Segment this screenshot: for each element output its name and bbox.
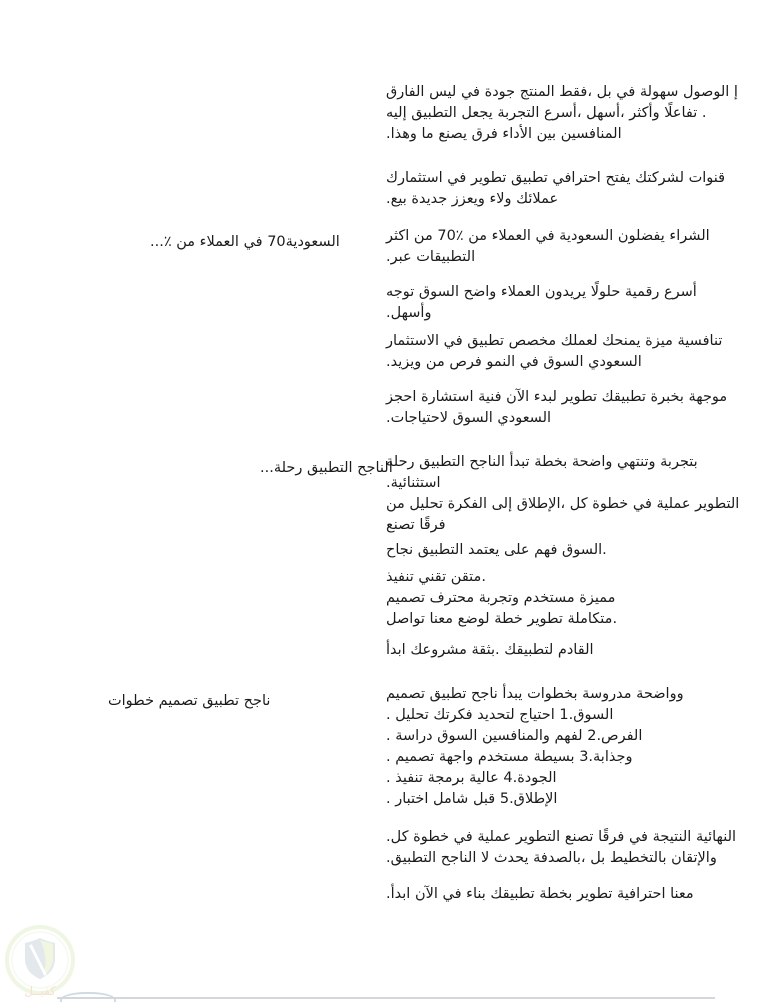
word-token: . <box>386 707 391 723</box>
word-token: يفضلون <box>617 228 665 244</box>
text-line <box>386 303 697 324</box>
word-token: يبدأ <box>502 686 523 702</box>
word-token: تحليل <box>409 496 443 512</box>
text-line <box>386 884 694 905</box>
word-token: والمنافسين <box>481 728 550 744</box>
word-token: العملاء <box>199 234 239 250</box>
word-token: تصميم <box>386 686 426 702</box>
word-token: فرقًا <box>419 517 446 533</box>
word-token: تصميم <box>158 693 198 709</box>
watermark-label: كفيــل <box>24 984 56 998</box>
word-token: تطبيقك <box>490 886 535 902</box>
word-token: بالتخطيط <box>609 850 667 866</box>
text-line <box>386 103 738 124</box>
word-token: في <box>443 333 463 349</box>
word-token: عالية <box>469 770 499 786</box>
word-token: التطوير <box>515 829 561 845</box>
text-line <box>386 684 684 705</box>
word-token: بل <box>596 84 612 100</box>
word-token: تصنع <box>564 829 594 845</box>
intro-paragraph-1 <box>386 82 738 145</box>
kafeel-watermark-logo <box>0 920 92 1000</box>
word-token: تطوير <box>470 170 507 186</box>
word-token: بتجربة <box>660 454 698 470</box>
stats-paragraph-1 <box>386 226 710 268</box>
word-token: .لاحتياجات <box>386 410 449 426</box>
word-token: 70٪ <box>437 228 464 244</box>
text-line <box>386 226 710 247</box>
word-token: يريدون <box>544 284 587 300</box>
word-token: لا <box>480 850 490 866</box>
word-token: تفاعلًا <box>664 105 698 121</box>
word-token: الأداء <box>502 126 533 142</box>
word-token: عملية <box>656 496 691 512</box>
text-line <box>386 540 607 561</box>
text-line <box>386 848 736 869</box>
word-token: خطوة <box>413 829 450 845</box>
word-token: مخصص <box>508 333 557 349</box>
word-token: في <box>616 84 636 100</box>
word-token: تواصل <box>386 611 425 627</box>
text-line <box>386 640 594 661</box>
word-token: من <box>425 354 445 370</box>
word-token: السوق.1 <box>559 707 614 723</box>
word-token: .استثنائية <box>386 475 441 491</box>
word-token: الشراء <box>669 228 710 244</box>
word-token: مستخدم <box>523 590 575 606</box>
text-line <box>386 588 617 609</box>
word-token: النمو <box>486 354 516 370</box>
word-token: .كل <box>386 829 409 845</box>
word-token: فرقًا <box>598 829 625 845</box>
word-token: قبل <box>472 791 496 807</box>
word-token: لتطبيقك <box>504 642 554 658</box>
word-token: السوق <box>543 354 584 370</box>
word-token: الناجح <box>357 460 393 476</box>
section-heading-saudi-stats <box>150 232 340 253</box>
word-token: استثمارك <box>386 170 443 186</box>
word-token: السوق <box>437 728 478 744</box>
word-token: شامل <box>433 791 469 807</box>
word-token: التطبيق <box>306 460 353 476</box>
word-token: يحدث <box>493 850 529 866</box>
word-token: اختبار <box>395 791 429 807</box>
word-token: فهم <box>534 542 558 558</box>
word-token: قنوات <box>688 170 726 186</box>
word-token: بالصدفة، <box>533 850 586 866</box>
word-token: توجه <box>386 284 415 300</box>
word-token: تطبيق <box>511 170 548 186</box>
word-token: إ <box>733 84 738 100</box>
word-token: الاستثمار <box>386 333 440 349</box>
word-token: التجربة <box>497 105 540 121</box>
word-token: الجودة.4 <box>503 770 557 786</box>
word-token: تحليل <box>395 707 429 723</box>
word-token: احتياج <box>519 707 555 723</box>
word-token: تطوير <box>576 886 613 902</box>
word-token: خطوة <box>592 496 629 512</box>
word-token: الآن <box>414 886 438 902</box>
word-token: . <box>386 749 391 765</box>
word-token: الإطلاق.5 <box>499 791 558 807</box>
intro-paragraph-2 <box>386 168 725 210</box>
text-line <box>386 827 736 848</box>
word-token: تطوير <box>527 611 563 627</box>
word-token: واجهة <box>438 749 474 765</box>
word-token: لعملك <box>560 333 598 349</box>
journey-paragraph-1 <box>386 452 739 536</box>
word-token: جودة <box>484 84 516 100</box>
text-line <box>386 282 697 303</box>
stats-paragraph-2 <box>386 282 697 324</box>
text-line <box>386 168 725 189</box>
text-line <box>386 408 727 429</box>
word-token: نجاح <box>386 542 414 558</box>
word-token: بخطوات <box>527 686 578 702</box>
word-token: لبدء <box>533 389 557 405</box>
word-token: ...رحلة <box>260 460 303 476</box>
word-token: السوق <box>452 410 493 426</box>
steps-paragraph-2 <box>386 827 736 869</box>
word-token: مستخدم <box>477 749 529 765</box>
word-token: رحلة <box>386 454 415 470</box>
word-token: التطوير <box>695 496 740 512</box>
steps-list-paragraph <box>386 684 684 810</box>
word-token: . <box>386 728 391 744</box>
word-token: السوق <box>418 284 459 300</box>
word-token: التطبيقات <box>416 249 476 265</box>
word-token: تطبيق <box>429 686 467 702</box>
word-token: يفتح <box>605 170 631 186</box>
text-line <box>386 567 617 588</box>
word-token: ...٪ <box>150 234 172 250</box>
word-token: .وهذا <box>386 126 417 142</box>
word-token: وتجربة <box>478 590 520 606</box>
word-token: معنا <box>670 886 694 902</box>
stats-paragraph-3 <box>386 331 722 373</box>
word-token: في <box>447 170 467 186</box>
word-token: السعودي <box>588 354 642 370</box>
word-token: الإطلاق، <box>516 496 566 512</box>
text-line <box>386 387 727 408</box>
journey-paragraph-4 <box>386 640 594 661</box>
word-token: .وأسهل <box>386 305 432 321</box>
word-token: ويعزز <box>451 191 485 207</box>
word-token: في <box>519 354 539 370</box>
steps-paragraph-3 <box>386 884 694 905</box>
word-token: ما <box>421 126 434 142</box>
word-token: التطبيق <box>411 105 457 121</box>
word-token: معنا <box>429 611 454 627</box>
text-line <box>386 515 739 536</box>
word-token: واضح <box>463 284 497 300</box>
word-token: كل <box>569 496 588 512</box>
word-token: القادم <box>557 642 594 658</box>
text-line <box>386 352 722 373</box>
word-token: موجهة <box>688 389 728 405</box>
word-token: دراسة <box>395 728 433 744</box>
text-line <box>386 331 722 352</box>
journey-paragraph-2 <box>386 540 607 561</box>
word-token: الفكرة <box>447 496 487 512</box>
word-token: متكاملة. <box>567 611 618 627</box>
word-token: سهولة <box>639 84 679 100</box>
word-token: إلى <box>491 496 513 512</box>
list-item-line <box>386 789 684 810</box>
word-token: أسرع، <box>543 105 582 121</box>
text-line <box>386 494 739 515</box>
word-token: تقني <box>418 569 447 585</box>
word-token: مميزة <box>579 590 616 606</box>
word-token: بل <box>590 850 606 866</box>
word-token: ليس <box>429 84 457 100</box>
word-token: الفارق <box>386 84 425 100</box>
word-token: عملية <box>477 829 512 845</box>
word-token: الوصول <box>683 84 730 100</box>
text-line <box>386 609 617 630</box>
word-token: . <box>386 770 391 786</box>
word-token: ابدأ <box>386 642 406 658</box>
word-token: .عبر <box>386 249 412 265</box>
word-token: عملائك <box>516 191 559 207</box>
list-item-line <box>386 747 684 768</box>
word-token: في <box>628 829 648 845</box>
word-token: الآن <box>506 389 530 405</box>
word-token: جديدة <box>411 191 448 207</box>
word-token: يجعل <box>461 105 493 121</box>
word-token: من <box>413 228 433 244</box>
word-token: في <box>632 496 652 512</box>
text-line <box>386 247 710 268</box>
word-token: تطبيقك <box>601 389 646 405</box>
word-token: ولاء <box>489 191 512 207</box>
word-token: وأكثر <box>629 105 660 121</box>
word-token: في <box>453 829 473 845</box>
word-token: والإتقان <box>671 850 717 866</box>
word-token: تنفيذ <box>395 770 423 786</box>
word-token: لوضع <box>457 611 490 627</box>
text-line <box>386 473 739 494</box>
word-token: تطبيق <box>467 333 505 349</box>
text-line <box>386 82 738 103</box>
word-token: خطة <box>494 611 523 627</box>
word-token: متقن. <box>450 569 486 585</box>
word-token: السعودية <box>559 228 614 244</box>
word-token: أسرع <box>664 284 697 300</box>
word-token: في <box>460 84 480 100</box>
word-token: في <box>442 886 462 902</box>
word-token: .بيع <box>386 191 407 207</box>
word-token: مشروعك <box>410 642 467 658</box>
word-token: فقط، <box>559 84 592 100</box>
word-token: .ويزيد <box>386 354 422 370</box>
word-token: رقمية <box>624 284 660 300</box>
word-token: احترافي <box>552 170 601 186</box>
word-token: . <box>701 105 707 121</box>
journey-paragraph-3 <box>386 567 617 630</box>
word-token: النتيجة <box>652 829 692 845</box>
word-token: .التطبيق <box>386 850 437 866</box>
word-token: بثقة. <box>471 642 500 658</box>
word-token: السوق. <box>562 542 607 558</box>
word-token: تصميم <box>386 590 426 606</box>
word-token: تبدأ <box>509 454 530 470</box>
word-token: احجز <box>386 389 417 405</box>
word-token: الناجح <box>440 850 477 866</box>
word-token: من <box>468 228 488 244</box>
word-token: حلولًا <box>590 284 621 300</box>
word-token: بسيطة <box>533 749 575 765</box>
word-token: تصميم <box>395 749 435 765</box>
word-token: تصنع <box>386 517 415 533</box>
word-token: على <box>503 542 530 558</box>
word-token: في <box>535 228 555 244</box>
word-token: احترافية <box>617 886 666 902</box>
word-token: تنفيذ <box>386 569 414 585</box>
section-heading-app-journey <box>260 458 393 479</box>
word-token: إليه <box>386 105 407 121</box>
word-token: يعتمد <box>467 542 500 558</box>
word-token: ميزة <box>645 333 673 349</box>
word-token: السعودية70 <box>267 234 340 250</box>
stats-paragraph-4 <box>386 387 727 429</box>
section-heading-design-steps <box>108 691 270 712</box>
word-token: وتنتهي <box>616 454 656 470</box>
list-item-line <box>386 768 684 789</box>
word-token: يمنحك <box>602 333 641 349</box>
word-token: من <box>176 234 196 250</box>
word-token: العملاء <box>491 228 531 244</box>
word-token: لتحديد <box>477 707 515 723</box>
word-token: وجذابة.3 <box>579 749 633 765</box>
word-token: وواضحة <box>636 686 684 702</box>
word-token: بخطة <box>539 886 573 902</box>
page-bottom-divider <box>57 997 715 999</box>
word-token: واضحة <box>571 454 613 470</box>
word-token: أسهل، <box>586 105 625 121</box>
word-token: تطوير <box>561 389 598 405</box>
word-token: من <box>386 496 405 512</box>
word-token: الفرص.2 <box>587 728 643 744</box>
word-token: ناجح <box>243 693 271 709</box>
list-item-line <box>386 705 684 726</box>
word-token: السعودي <box>497 410 552 426</box>
word-token: بين <box>536 126 557 142</box>
word-token: بخطة <box>534 454 568 470</box>
text-line <box>386 124 738 145</box>
word-token: التطبيق <box>417 542 464 558</box>
word-token: مدروسة <box>582 686 632 702</box>
text-line <box>386 189 725 210</box>
word-token: فنية <box>478 389 502 405</box>
word-token: تنافسية <box>677 333 723 349</box>
list-item-line <box>386 726 684 747</box>
word-token: بخبرة <box>650 389 684 405</box>
word-token: ناجح <box>471 686 498 702</box>
word-token: برمجة <box>427 770 465 786</box>
word-token: التطبيق <box>419 454 465 470</box>
word-token: فكرتك <box>433 707 473 723</box>
word-token: المنتج <box>519 84 555 100</box>
word-token: بناء <box>466 886 486 902</box>
text-line <box>386 452 739 473</box>
word-token: الناجح <box>469 454 505 470</box>
word-token: لشركتك <box>635 170 685 186</box>
word-token: فرق <box>471 126 498 142</box>
word-token: فرص <box>449 354 482 370</box>
word-token: .ابدأ <box>386 886 411 902</box>
word-token: . <box>386 791 391 807</box>
word-token: المنافسين <box>560 126 622 142</box>
word-token: في <box>243 234 263 250</box>
word-token: محترف <box>429 590 475 606</box>
word-token: لفهم <box>554 728 583 744</box>
word-token: خطوات <box>108 693 155 709</box>
word-token: اكثر <box>386 228 410 244</box>
word-token: يصنع <box>438 126 468 142</box>
word-token: النهائية <box>695 829 737 845</box>
word-token: العملاء <box>500 284 541 300</box>
word-token: تطبيق <box>202 693 240 709</box>
word-token: استشارة <box>420 389 474 405</box>
